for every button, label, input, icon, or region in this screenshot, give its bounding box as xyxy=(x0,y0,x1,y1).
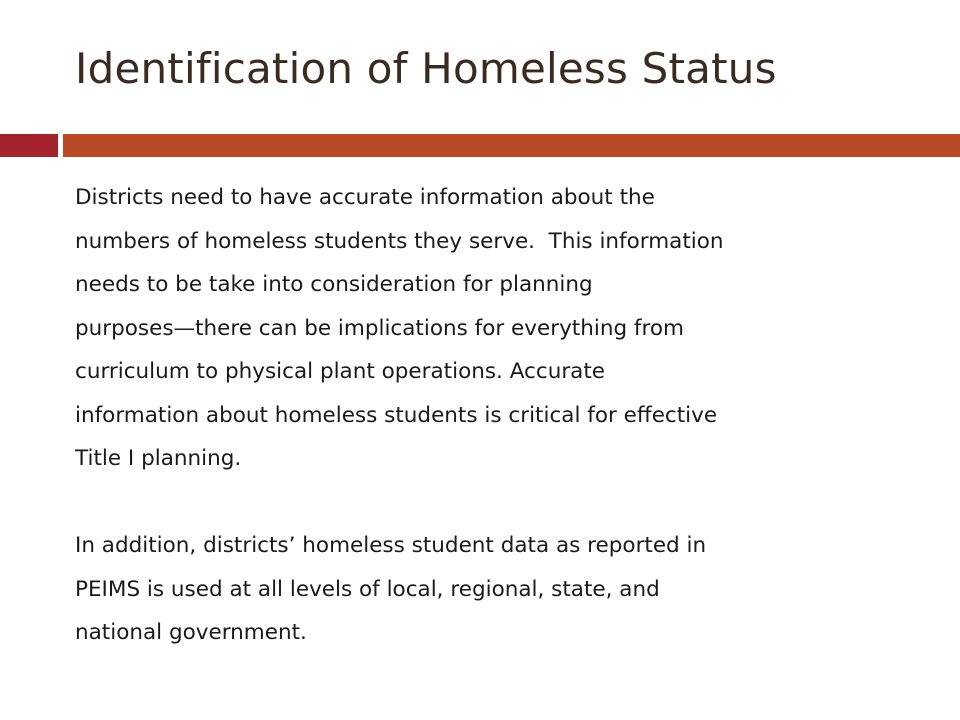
paragraph-line: numbers of homeless students they serve. This information xyxy=(75,228,724,254)
paragraph-line: information about homeless students is critical for effective xyxy=(75,402,718,428)
paragraph-line: PEIMS is used at all levels of local, regional, state, and xyxy=(75,576,660,602)
slide-title: Identification of Homeless Status xyxy=(75,44,777,93)
title-divider-bar xyxy=(63,134,960,157)
paragraph-1 xyxy=(75,176,925,481)
paragraph-line: Title I planning. xyxy=(75,446,242,471)
paragraph-line: In addition, districts’ homeless student data as reported in xyxy=(75,533,707,558)
paragraph-line: national government. xyxy=(75,620,307,645)
slide-body xyxy=(75,176,925,655)
paragraph-2 xyxy=(75,524,925,655)
paragraph-line: needs to be take into consideration for planning xyxy=(75,272,593,297)
title-divider-accent xyxy=(0,134,58,157)
paragraph-line: purposes—there can be implications for everything from xyxy=(75,315,684,341)
paragraph-line: curriculum to physical plant operations. Accurate xyxy=(75,359,605,384)
paragraph-line: Districts need to have accurate information about the xyxy=(75,185,655,210)
